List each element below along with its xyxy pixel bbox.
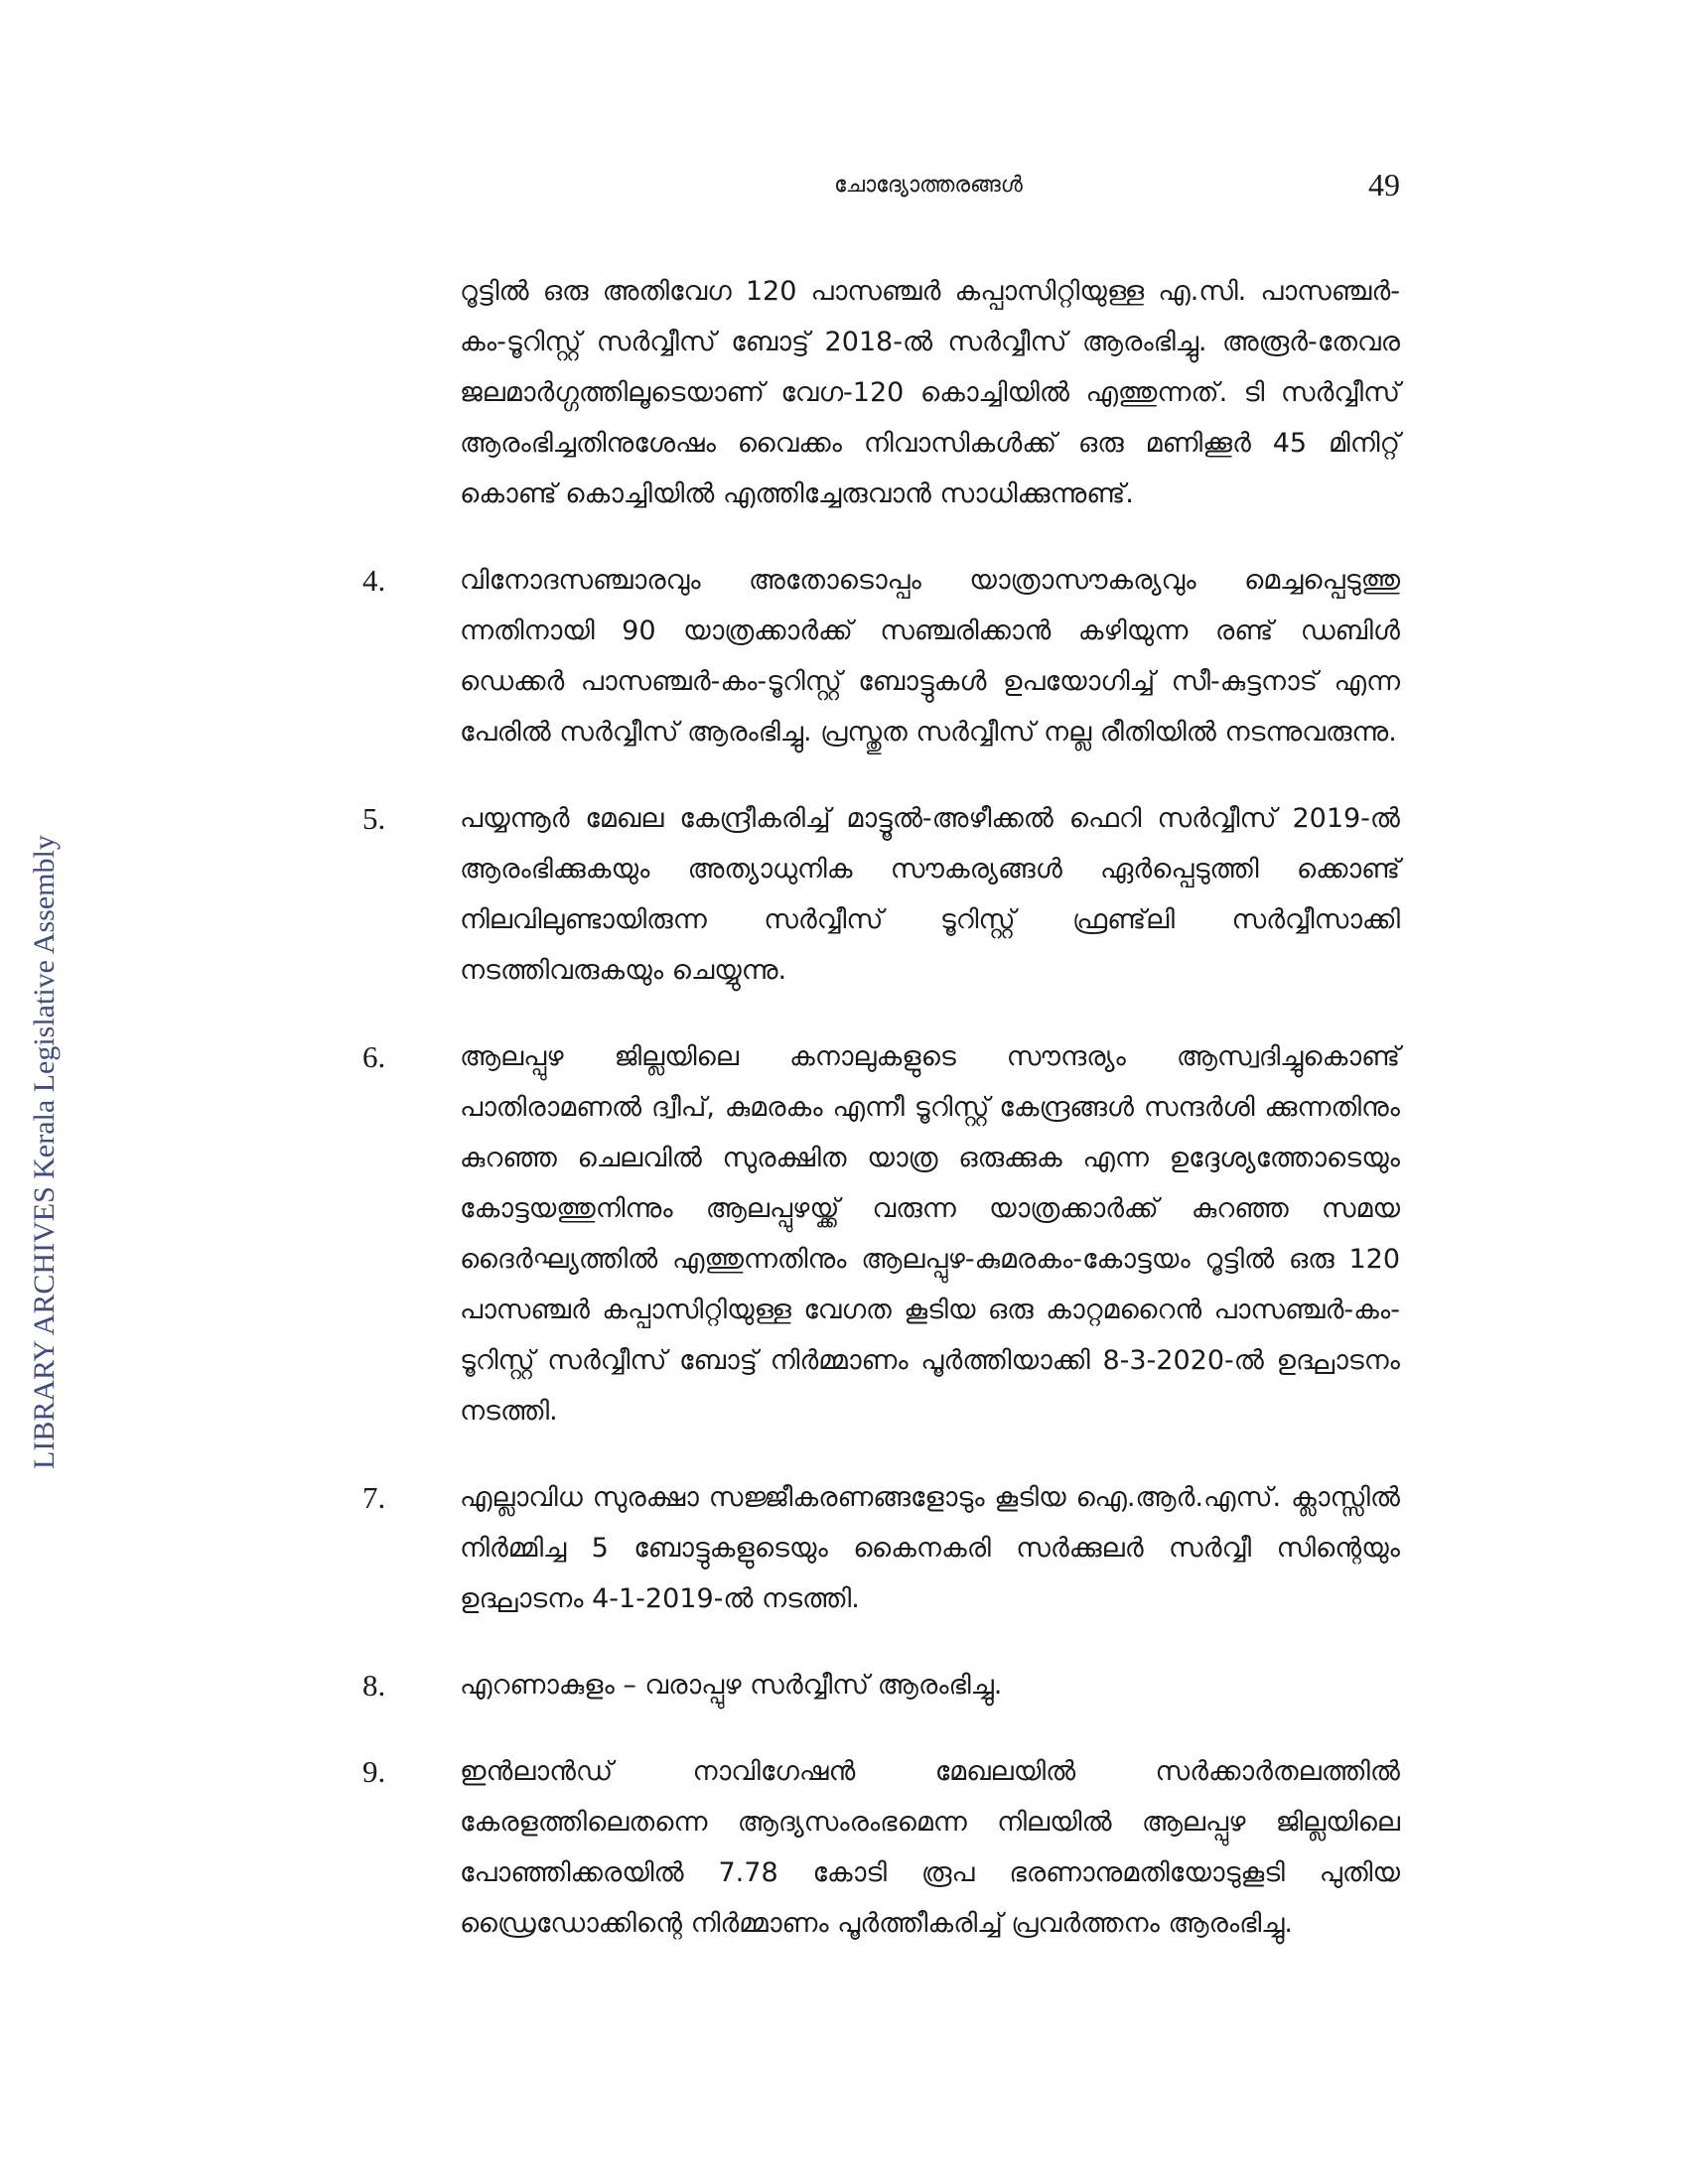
list-item (362, 555, 1400, 757)
list-item (362, 1660, 1400, 1710)
item-number: 6. (362, 1039, 386, 1074)
item-text: ആലപ്പുഴ ജില്ലയിലെ കനാലുകളുടെ സൗന്ദര്യം ആസ്വദിച്ചുകൊണ്ട് പാതിരാമണൽ ദ്വീപ്, കുമരകം എന്നീ ടൂറിസ്റ്റ് കേന്ദ്രങ്ങൾ സന്ദർശി ക്കുന്നതിനും കുറഞ്ഞ ചെലവിൽ സുരക്ഷിത യാത്ര ഒരുക്കുക എന്ന ഉദ്ദേശ്യത്തോടെയും കോട്ടയത്തുനിന്നും ആലപ്പുഴയ്ക്ക് വരുന്ന യാത്രക്കാർക്ക് കുറഞ്ഞ സമയ ദൈർഘ്യത്തിൽ എത്തുന്നതിനും ആലപ്പുഴ-കുമരകം-കോട്ടയം റൂട്ടിൽ ഒരു 120 പാസഞ്ചർ കപ്പാസിറ്റിയുള്ള വേഗത കൂടിയ ഒരു കാറ്റമറൈൻ പാസഞ്ചർ-കം-ടൂറിസ്റ്റ് സർവ്വീസ് ബോട്ട് നിർമ്മാണം പൂർത്തിയാക്കി 8-3-2020-ൽ ഉദ്ഘാടനം നടത്തി. (460, 1041, 1400, 1427)
document-body (362, 266, 1400, 1984)
item-text: ഇൻലാൻഡ് നാവിഗേഷൻ മേഖലയിൽ സർക്കാർതലത്തിൽ കേരളത്തിലെതന്നെ ആദ്യസംരംഭമെന്ന നിലയിൽ ആലപ്പുഴ ജില്ലയിലെ പോഞ്ഞിക്കരയിൽ 7.78 കോടി രൂപ ഭരണാനുമതിയോടുകൂടി പുതിയ ഡ്രൈഡോക്കിന്റെ നിർമ്മാണം പൂർത്തീകരിച്ച് പ്രവർത്തനം ആരംഭിച്ചു. (460, 1756, 1400, 1939)
item-text: എല്ലാവിധ സുരക്ഷാ സജ്ജീകരണങ്ങളോടും കൂടിയ ഐ.ആർ.എസ്. ക്ലാസ്സിൽ നിർമ്മിച്ച 5 ബോട്ടുകളുടെയും കൈനകരി സർക്കുലർ സർവ്വീ സിന്റെയും ഉദ്ഘാടനം 4-1-2019-ൽ നടത്തി. (460, 1482, 1400, 1614)
running-title: ചോദ്യോത്തരങ്ങൾ (834, 173, 1023, 198)
page-header (457, 167, 1400, 216)
list-item (362, 1472, 1400, 1624)
intro-paragraph: റൂട്ടിൽ ഒരു അതിവേഗ 120 പാസഞ്ചർ കപ്പാസിറ്റിയുള്ള എ.സി. പാസഞ്ചർ-കം-ടൂറിസ്റ്റ് സർവ്വീസ് ബോട്ട് 2018-ൽ സർവ്വീസ് ആരംഭിച്ചു. അരൂർ-തേവര ജലമാർഗ്ഗത്തിലൂടെയാണ് വേഗ-120 കൊച്ചിയിൽ എത്തുന്നത്. ടി സർവ്വീസ് ആരംഭിച്ചതിനുശേഷം വൈക്കം നിവാസികൾക്ക് ഒരു മണിക്കൂർ 45 മിനിറ്റ് കൊണ്ട് കൊച്ചിയിൽ എത്തിച്ചേരുവാൻ സാധിക്കുന്നുണ്ട്. (460, 276, 1400, 509)
page-number: 49 (1368, 167, 1400, 203)
item-number: 4. (362, 563, 386, 598)
item-text: വിനോദസഞ്ചാരവും അതോടൊപ്പം യാത്രാസൗകര്യവും മെച്ചപ്പെടുത്തു ന്നതിനായി 90 യാത്രക്കാർക്ക് സഞ്ചരിക്കാൻ കഴിയുന്ന രണ്ട് ഡബിൾ ഡെക്കർ പാസഞ്ചർ-കം-ടൂറിസ്റ്റ് ബോട്ടുകൾ ഉപയോഗിച്ച് സീ-കുട്ടനാട് എന്ന പേരിൽ സർവ്വീസ് ആരംഭിച്ചു. പ്രസ്തുത സർവ്വീസ് നല്ല രീതിയിൽ നടന്നുവരുന്നു. (460, 565, 1400, 748)
list-item (362, 1031, 1400, 1436)
item-number: 8. (362, 1668, 386, 1703)
list-item (362, 793, 1400, 996)
archive-watermark: LIBRARY ARCHIVES Kerala Legislative Assembly (28, 835, 61, 1469)
item-number: 5. (362, 801, 386, 836)
list-item (362, 1746, 1400, 1949)
item-text: പയ്യന്നൂർ മേഖല കേന്ദ്രീകരിച്ച് മാട്ടൂൽ-അഴീക്കൽ ഫെറി സർവ്വീസ് 2019-ൽ ആരംഭിക്കുകയും അത്യാധുനിക സൗകര്യങ്ങൾ ഏർപ്പെടുത്തി ക്കൊണ്ട് നിലവിലുണ്ടായിരുന്ന സർവ്വീസ് ടൂറിസ്റ്റ് ഫ്രണ്ട്‌ലി സർവ്വീസാക്കി നടത്തിവരുകയും ചെയ്യുന്നു. (460, 803, 1400, 986)
item-text: എറണാകുളം – വരാപ്പുഴ സർവ്വീസ് ആരംഭിച്ചു. (460, 1670, 1003, 1701)
item-number: 9. (362, 1754, 386, 1789)
item-number: 7. (362, 1480, 386, 1515)
